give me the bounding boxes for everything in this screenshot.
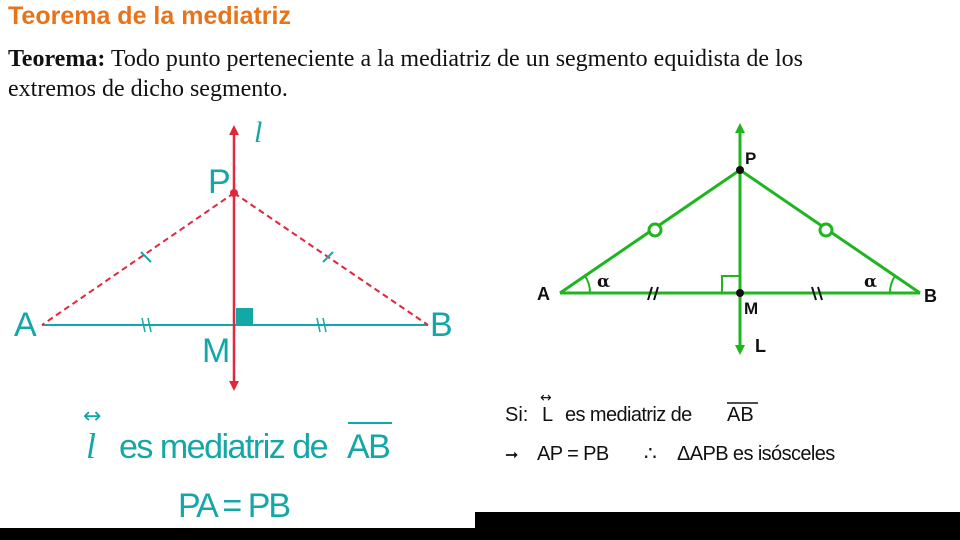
label-line-L-right: L [755, 336, 766, 356]
statement-segment: AB [347, 428, 390, 466]
caption-conclusion: ΔAPB es isósceles [677, 443, 835, 465]
label-b: B [430, 306, 453, 344]
statement-text: es mediatriz de [119, 428, 328, 466]
angle-arc-b [890, 276, 895, 293]
caption-ap-pb: AP = PB [537, 443, 609, 465]
point-p-dot [230, 189, 238, 197]
caption-line1-text: es mediatriz de [565, 404, 692, 426]
right-angle-mark [236, 308, 253, 325]
page-title: Teorema de la mediatriz [8, 2, 291, 30]
theorem-text: Todo punto perteneciente a la mediatriz de un segmento equidista de los [105, 46, 803, 72]
statement-l: l [86, 426, 97, 466]
angle-label-a: α [597, 272, 611, 292]
segment-pb [234, 193, 428, 325]
therefore-symbol: ∴ [644, 443, 657, 465]
label-m-right: M [744, 299, 759, 318]
caption-L: L [542, 404, 554, 426]
caption-si: Si: [505, 404, 529, 426]
double-arrow-over-L: ↔ [540, 390, 552, 406]
right-figure [505, 128, 937, 465]
point-p-dot-right [736, 166, 744, 174]
label-a-right: A [537, 284, 550, 304]
label-a: A [14, 306, 37, 344]
angle-arc-a [585, 276, 590, 293]
left-figure [14, 116, 453, 525]
tick-pb [323, 252, 333, 262]
label-b-right: B [924, 286, 937, 306]
double-arrow-over-l: ↔ [83, 404, 102, 429]
label-line-l: l [254, 116, 263, 149]
point-m-dot-right [736, 289, 744, 297]
equal-mark-pa [649, 224, 661, 236]
equal-mark-pb [820, 224, 832, 236]
label-m: M [202, 332, 231, 370]
theorem-label: Teorema: [8, 46, 106, 72]
theorem-text-line2: extremos de dicho segmento. [8, 76, 288, 102]
caption-segment-ab: AB [727, 404, 754, 426]
implies-arrow: ➞ [505, 447, 519, 464]
segment-pa [42, 193, 234, 325]
label-p-right: P [745, 149, 757, 168]
label-p: P [208, 163, 231, 201]
angle-label-b: α [864, 272, 878, 292]
equality-pa-pb: PA = PB [178, 487, 290, 525]
right-angle-mark-right [722, 276, 739, 293]
